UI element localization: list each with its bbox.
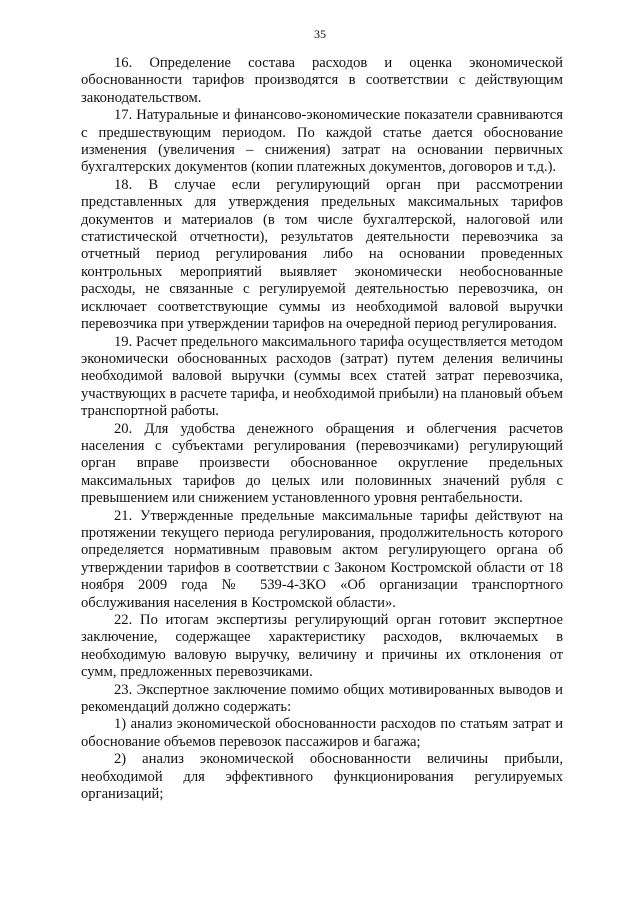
- paragraph-18: 18. В случае если регулирующий орган при рассмотрении представленных для утверждения предельных максимальных тарифов документов и материалов (в том числе бухгалтерской, налоговой или статистической отчетности), результатов деятельности перевозчика за отчетный период регулирования либо на основании проведенных контрольных мероприятий выявляет экономически необоснованные расходы, не связанные с регулируемой деятельностью перевозчика, он исключает соответствующие суммы из необходимой валовой выручки перевозчика при утверждении тарифов на очередной период регулирования.: [81, 176, 563, 333]
- paragraph-17: 17. Натуральные и финансово-экономические показатели сравниваются с предшествующим периодом. По каждой статье дается обоснование изменения (увеличения – снижения) затрат на основании первичных бухгалтерских документов (копии платежных документов, договоров и т.д.).: [81, 107, 563, 176]
- paragraph-19: 19. Расчет предельного максимального тарифа осуществляется методом экономически обоснованных расходов (затрат) путем деления величины необходимой валовой выручки (суммы всех статей затрат перевозчика, участвующих в расчете тарифа, и необходимой прибыли) на плановый объем транспортной работы.: [81, 333, 563, 420]
- paragraph-22: 22. По итогам экспертизы регулирующий орган готовит экспертное заключение, содержащее характеристику расходов, включаемых в необходимую валовую выручку, величину и причины их отклонения от сумм, предложенных перевозчиками.: [81, 612, 563, 681]
- list-item-1: 1) анализ экономической обоснованности расходов по статьям затрат и обоснование объемов перевозок пассажиров и багажа;: [81, 716, 563, 750]
- paragraph-20: 20. Для удобства денежного обращения и облегчения расчетов населения с субъектами регулирования (перевозчиками) регулирующий орган вправе произвести обоснованное округление предельных максимальных тарифов до целых или половинных значений рубля с превышением или снижением установленного уровня рентабельности.: [81, 420, 563, 507]
- paragraph-16: 16. Определение состава расходов и оценка экономической обоснованности тарифов производятся в соответствии с действующим законодательством.: [81, 55, 563, 106]
- paragraph-23: 23. Экспертное заключение помимо общих мотивированных выводов и рекомендаций должно содержать:: [81, 681, 563, 716]
- paragraph-21: 21. Утвержденные предельные максимальные тарифы действуют на протяжении текущего периода регулирования, продолжительность которого определяется нормативным правовым актом регулирующего органа об утверждении тарифов в соответствии с Законом Костромской области от 18 ноября 2009 года № 539-4-ЗКО «Об организации транспортного обслуживания населения в Костромской области».: [81, 507, 563, 611]
- document-body: [81, 55, 563, 803]
- page-number: 35: [314, 27, 326, 41]
- list-item-2: 2) анализ экономической обоснованности величины прибыли, необходимой для эффективного функционирования регулируемых организаций;: [81, 751, 563, 803]
